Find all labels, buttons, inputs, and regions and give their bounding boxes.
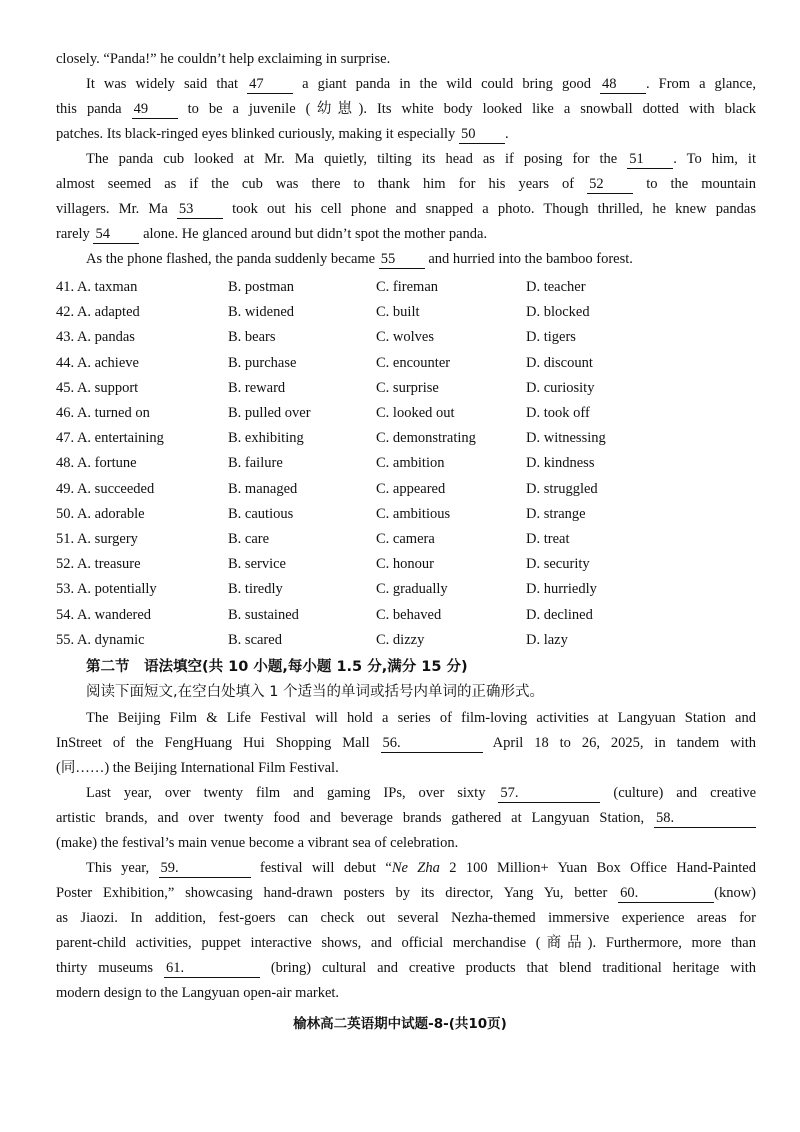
passage-line: artistic brands, and over twenty food and beverage brands gathered at Langyuan Station, 58. [56, 807, 756, 829]
option-a: 45. A. support [56, 379, 139, 396]
section-instruction: 阅读下面短文,在空白处填入 1 个适当的单词或括号内单词的正确形式。 [86, 684, 545, 700]
option-b: B. cautious [228, 505, 294, 522]
option-c: C. built [376, 304, 420, 321]
option-c: C. ambitious [376, 505, 451, 522]
option-a: 43. A. pandas [56, 329, 135, 346]
option-c: C. dizzy [376, 631, 425, 648]
option-b: B. postman [228, 279, 295, 295]
blank-50: 50 [459, 125, 505, 144]
passage-text: closely. “Panda!” he couldn’t help exclaiming in surprise. [56, 51, 391, 67]
passage-line: Last year, over twenty film and gaming IPs, over sixty 57. (culture) and creative [86, 785, 757, 801]
option-row [56, 604, 756, 626]
passage-line: modern design to the Langyuan open-air market. [56, 985, 340, 1001]
option-b: B. widened [228, 304, 295, 321]
option-c: C. honour [376, 556, 434, 573]
option-c: C. looked out [376, 405, 455, 421]
option-a: 42. A. adapted [56, 304, 140, 321]
option-d: D. took off [526, 405, 590, 421]
option-row [56, 402, 756, 424]
passage-line: rarely 54 alone. He glanced around but didn’t spot the mother panda. [56, 226, 488, 242]
option-row [56, 326, 756, 348]
option-row [56, 377, 756, 399]
option-b: B. reward [228, 379, 286, 396]
option-b: B. tiredly [228, 581, 283, 598]
blank-53: 53 [177, 200, 223, 219]
blank-48: 48 [600, 75, 646, 94]
option-row [56, 452, 756, 474]
option-a: 44. A. achieve [56, 354, 139, 371]
option-row [56, 553, 756, 575]
blank-47: 47 [247, 75, 293, 94]
passage-line: villagers. Mr. Ma 53 took out his cell phone and snapped a photo. Though thrilled, he knew pandas [56, 201, 757, 217]
option-c: C. gradually [376, 581, 448, 598]
blank-59: 59. [159, 859, 251, 878]
option-c: C. camera [376, 531, 435, 547]
passage-line: as Jiaozi. In addition, fest-goers can check out several Nezha-themed immersive experience areas for [56, 910, 756, 926]
passage-line: patches. Its black-ringed eyes blinked curiously, making it especially 50 . [56, 126, 509, 142]
passage-line: InStreet of the FengHuang Hui Shopping Mall 56. April 18 to 26, 2025, in tandem with [56, 735, 756, 751]
option-row [56, 276, 756, 298]
option-a: 52. A. treasure [56, 556, 141, 573]
option-c: C. demonstrating [376, 430, 476, 447]
option-row [56, 301, 756, 323]
option-c: C. ambition [376, 455, 445, 472]
option-d: D. hurriedly [526, 581, 597, 598]
section-title: 第二节 语法填空(共 10 小题,每小题 1.5 分,满分 15 分) [86, 659, 468, 675]
option-c: C. behaved [376, 606, 442, 623]
option-d: D. kindness [526, 455, 595, 472]
passage-line: As the phone flashed, the panda suddenly became 55 and hurried into the bamboo forest. [86, 251, 633, 267]
option-b: B. bears [228, 329, 276, 346]
passage-line: this panda 49 to be a juvenile (幼崽). Its white body looked like a snowball dotted with black [56, 101, 757, 117]
option-d: D. witnessing [526, 430, 606, 447]
option-b: B. purchase [228, 354, 297, 371]
option-b: B. scared [228, 631, 282, 648]
blank-56: 56. [381, 734, 483, 753]
passage-line: This year, 59. festival will debut “Ne Zha 2 100 Million+ Yuan Box Office Hand-Painted [86, 860, 756, 876]
option-row [56, 629, 756, 651]
passage-line: (同……) the Beijing International Film Festival. [56, 760, 339, 776]
option-d: D. curiosity [526, 379, 595, 396]
option-d: D. discount [526, 354, 593, 371]
option-d: D. strange [526, 505, 586, 522]
passage-line [56, 48, 756, 70]
option-d: D. blocked [526, 304, 590, 321]
blank-58: 58. [654, 809, 756, 828]
blank-60: 60. [618, 884, 714, 903]
option-c: C. surprise [376, 379, 439, 396]
blank-54: 54 [93, 225, 139, 244]
option-a: 49. A. succeeded [56, 480, 155, 497]
option-c: C. fireman [376, 279, 439, 295]
option-row [56, 427, 756, 449]
option-b: B. exhibiting [228, 430, 304, 447]
passage-line: The panda cub looked at Mr. Ma quietly, tilting its head as if posing for the 51 . To him, it [86, 151, 756, 167]
option-a: 41. A. taxman [56, 279, 138, 295]
option-b: B. service [228, 556, 286, 573]
option-b: B. managed [228, 480, 298, 497]
blank-52: 52 [587, 175, 633, 194]
blank-49: 49 [132, 100, 178, 119]
option-row [56, 352, 756, 374]
option-c: C. appeared [376, 480, 446, 497]
option-b: B. failure [228, 455, 283, 472]
option-a: 50. A. adorable [56, 505, 145, 522]
option-d: D. treat [526, 531, 570, 547]
blank-51: 51 [627, 150, 673, 169]
passage-line: thirty museums 61. (bring) cultural and creative products that blend traditional heritage with [56, 960, 757, 976]
option-d: D. teacher [526, 279, 586, 295]
option-a: 53. A. potentially [56, 581, 157, 598]
option-row [56, 503, 756, 525]
option-d: D. struggled [526, 480, 598, 497]
option-d: D. tigers [526, 329, 576, 346]
passage-line: (make) the festival’s main venue become a vibrant sea of celebration. [56, 835, 459, 851]
option-d: D. declined [526, 606, 593, 623]
blank-57: 57. [498, 784, 600, 803]
passage-line: It was widely said that 47 a giant panda in the wild could bring good 48 . From a glance, [86, 76, 756, 92]
option-a: 51. A. surgery [56, 531, 138, 547]
passage-line: Poster Exhibition,” showcasing hand-drawn posters by its director, Yang Yu, better 60. (know) [56, 885, 757, 901]
option-a: 54. A. wandered [56, 606, 152, 623]
option-b: B. pulled over [228, 405, 311, 421]
option-row [56, 528, 756, 550]
option-d: D. lazy [526, 631, 568, 648]
option-row [56, 478, 756, 500]
passage-line: The Beijing Film & Life Festival will hold a series of film-loving activities at Langyuan Station and [86, 710, 756, 726]
option-b: B. sustained [228, 606, 299, 623]
passage-line: parent-child activities, puppet interactive shows, and official merchandise (商品). Furthermore, more than [56, 935, 756, 951]
option-b: B. care [228, 531, 270, 547]
option-d: D. security [526, 556, 590, 573]
option-c: C. wolves [376, 329, 434, 346]
page-footer: 榆林高二英语期中试题-8-(共10页) [293, 1016, 507, 1032]
passage-line: almost seemed as if the cub was there to thank him for his years of 52 to the mountain [56, 176, 757, 192]
option-c: C. encounter [376, 354, 451, 371]
blank-61: 61. [164, 959, 260, 978]
option-row [56, 578, 756, 600]
option-a: 47. A. entertaining [56, 430, 164, 447]
option-a: 55. A. dynamic [56, 631, 145, 648]
option-a: 48. A. fortune [56, 455, 137, 472]
option-a: 46. A. turned on [56, 405, 150, 421]
blank-55: 55 [379, 250, 425, 269]
